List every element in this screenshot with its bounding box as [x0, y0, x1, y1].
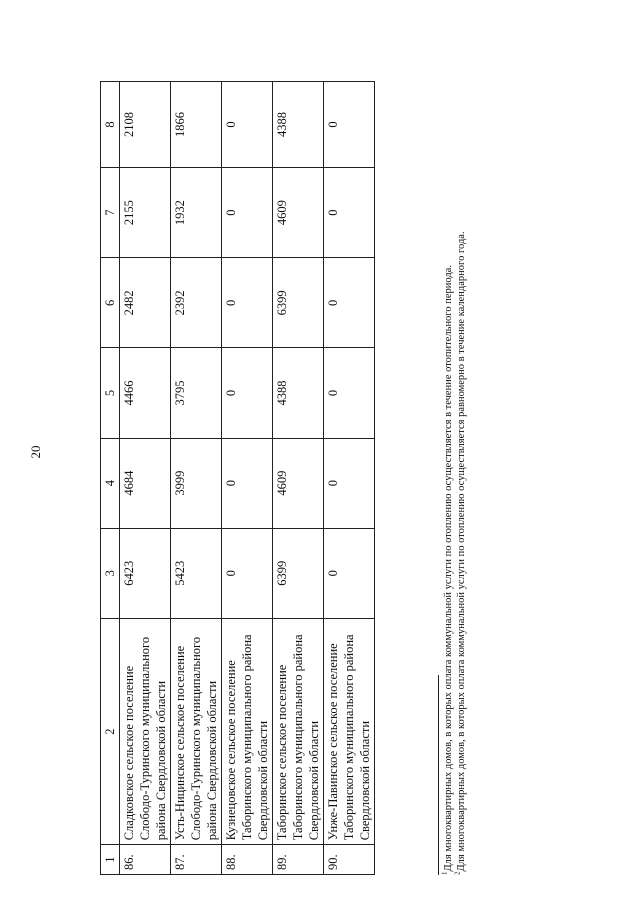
table-row [171, 82, 222, 875]
value-cell: 0 [324, 438, 375, 528]
value-cell: 0 [222, 528, 273, 618]
header-cell: 8 [101, 82, 120, 168]
row-number: 89. [273, 845, 324, 875]
footnote-1 [442, 81, 455, 875]
header-cell: 2 [101, 618, 120, 844]
table-row [324, 82, 375, 875]
tariff-table [100, 81, 375, 875]
value-cell: 2108 [120, 82, 171, 168]
value-cell: 6399 [273, 258, 324, 348]
rotated-page [30, 65, 590, 875]
header-cell: 6 [101, 258, 120, 348]
value-cell: 1932 [171, 168, 222, 258]
row-number: 86. [120, 845, 171, 875]
value-cell: 4388 [273, 348, 324, 438]
value-cell: 4609 [273, 168, 324, 258]
header-cell: 4 [101, 438, 120, 528]
value-cell: 0 [222, 438, 273, 528]
value-cell: 1866 [171, 82, 222, 168]
table-row [120, 82, 171, 875]
settlement-name: Таборинское сельское поселение Таборинского муниципального района Свердловской области [273, 618, 324, 844]
value-cell: 5423 [171, 528, 222, 618]
value-cell: 2482 [120, 258, 171, 348]
value-cell: 0 [222, 168, 273, 258]
value-cell: 4609 [273, 438, 324, 528]
value-cell: 0 [324, 258, 375, 348]
value-cell: 3999 [171, 438, 222, 528]
value-cell: 0 [324, 348, 375, 438]
value-cell: 2155 [120, 168, 171, 258]
value-cell: 0 [324, 528, 375, 618]
footnote-mark: 1 [440, 871, 449, 875]
value-cell: 3795 [171, 348, 222, 438]
row-number: 87. [171, 845, 222, 875]
page-number: 20 [28, 445, 43, 459]
value-cell: 0 [222, 348, 273, 438]
header-cell: 7 [101, 168, 120, 258]
row-number: 88. [222, 845, 273, 875]
row-number: 90. [324, 845, 375, 875]
settlement-name: Кузнецовское сельское поселение Таборинского муниципального района Свердловской области [222, 618, 273, 844]
footnote-mark: 2 [453, 871, 462, 875]
header-cell: 5 [101, 348, 120, 438]
footnote-text: Для многоквартирных домов, в которых оплата коммунальной услуги по отоплению осуществляется равномерно в течение календарного года. [456, 231, 467, 872]
header-cell: 1 [101, 845, 120, 875]
value-cell: 0 [222, 82, 273, 168]
header-row [101, 82, 120, 875]
value-cell: 4466 [120, 348, 171, 438]
footnotes [438, 81, 468, 875]
value-cell: 0 [324, 82, 375, 168]
table-row [273, 82, 324, 875]
value-cell: 0 [324, 168, 375, 258]
value-cell: 6399 [273, 528, 324, 618]
value-cell: 6423 [120, 528, 171, 618]
value-cell: 2392 [171, 258, 222, 348]
footnote-2 [455, 81, 468, 875]
footnote-text: Для многоквартирных домов, в которых оплата коммунальной услуги по отоплению осуществляется в течение отопительного периода. [443, 265, 454, 872]
value-cell: 4684 [120, 438, 171, 528]
settlement-name: Сладковское сельское поселение Слободо-Туринского муниципального района Свердловской области [120, 618, 171, 844]
header-cell: 3 [101, 528, 120, 618]
table-row [222, 82, 273, 875]
value-cell: 0 [222, 258, 273, 348]
settlement-name: Усть-Ницинское сельское поселение Слободо-Туринского муниципального района Свердловской области [171, 618, 222, 844]
value-cell: 4388 [273, 82, 324, 168]
footnote-divider [438, 675, 439, 875]
settlement-name: Унже-Павинское сельское поселение Таборинского муниципального района Свердловской области [324, 618, 375, 844]
